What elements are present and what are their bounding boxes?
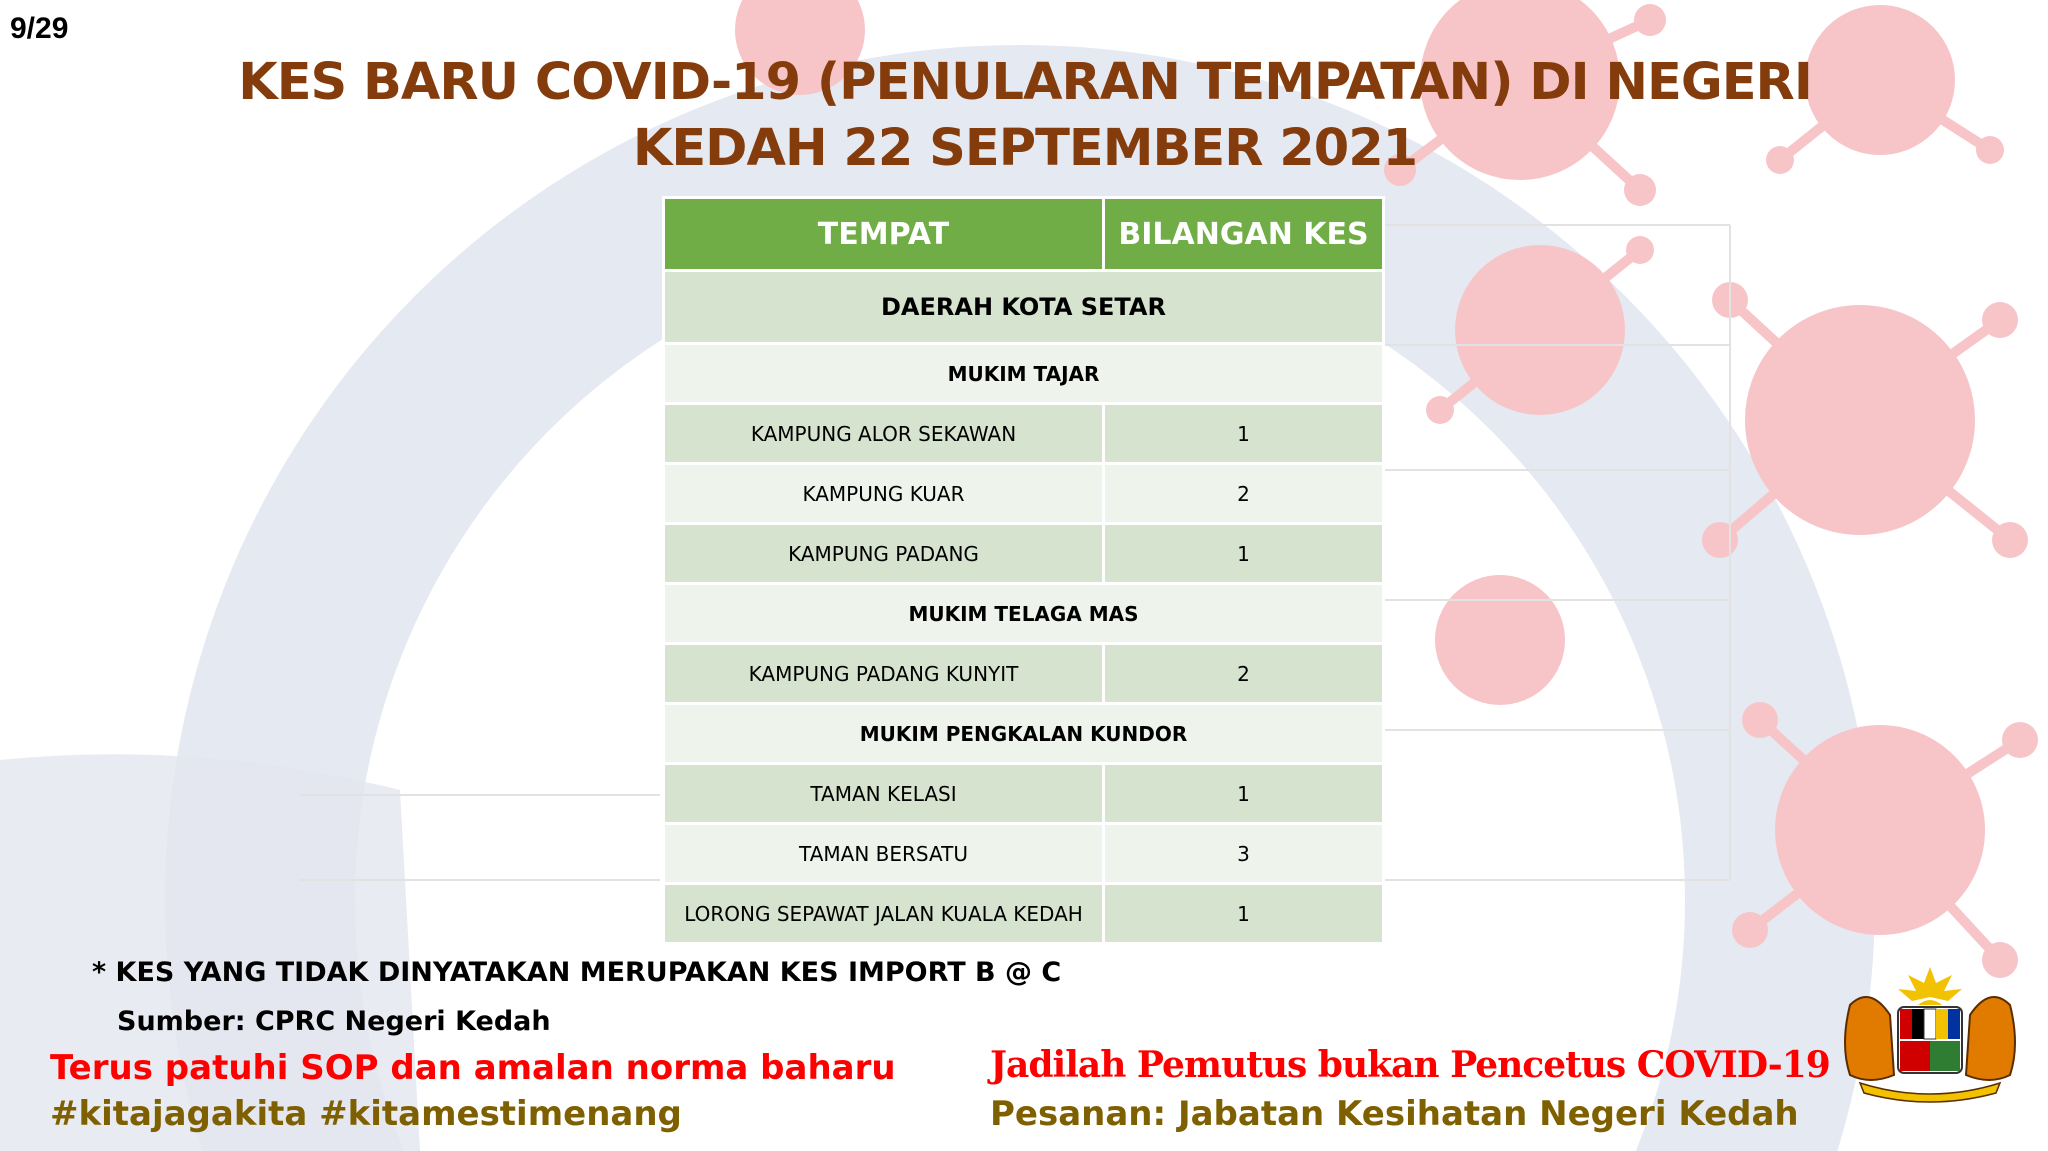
source-text: Sumber: CPRC Negeri Kedah	[117, 1006, 551, 1037]
cases-cell: 1	[1104, 764, 1384, 824]
place-cell: KAMPUNG PADANG KUNYIT	[664, 644, 1104, 704]
malaysia-coat-of-arms-icon	[1830, 965, 2030, 1105]
cases-cell: 2	[1104, 644, 1384, 704]
header-bilangan-kes: BILANGAN KES	[1104, 198, 1384, 271]
place-cell: LORONG SEPAWAT JALAN KUALA KEDAH	[664, 884, 1104, 944]
mukim-row	[664, 704, 1384, 764]
header-tempat: TEMPAT	[664, 198, 1104, 271]
footnote: * KES YANG TIDAK DINYATAKAN MERUPAKAN KES IMPORT B @ C	[92, 957, 1062, 988]
table-row	[664, 644, 1384, 704]
mukim-label: MUKIM TAJAR	[664, 344, 1384, 404]
title-line-2: KEDAH 22 SEPTEMBER 2021	[632, 119, 1418, 178]
table-row	[664, 524, 1384, 584]
table-row	[664, 404, 1384, 464]
district-label: DAERAH KOTA SETAR	[664, 271, 1384, 344]
slogan: Jadilah Pemutus bukan Pencetus COVID-19	[990, 1044, 1830, 1086]
mukim-row	[664, 344, 1384, 404]
table-row	[664, 884, 1384, 944]
place-cell: KAMPUNG PADANG	[664, 524, 1104, 584]
pesanan-text: Pesanan: Jabatan Kesihatan Negeri Kedah	[990, 1094, 1799, 1134]
cases-table	[662, 196, 1385, 945]
place-cell: TAMAN KELASI	[664, 764, 1104, 824]
cases-cell: 2	[1104, 464, 1384, 524]
table-row	[664, 824, 1384, 884]
cases-cell: 1	[1104, 404, 1384, 464]
background-swoosh	[0, 754, 420, 1151]
cases-cell: 3	[1104, 824, 1384, 884]
mukim-label: MUKIM TELAGA MAS	[664, 584, 1384, 644]
mukim-label: MUKIM PENGKALAN KUNDOR	[664, 704, 1384, 764]
page-number: 9/29	[10, 12, 69, 45]
hashtags: #kitajagakita #kitamestimenang	[50, 1094, 682, 1134]
table-row	[664, 764, 1384, 824]
sop-message: Terus patuhi SOP dan amalan norma baharu	[50, 1048, 896, 1088]
page-title	[230, 50, 1820, 182]
table-row	[664, 464, 1384, 524]
district-row	[664, 271, 1384, 344]
place-cell: KAMPUNG KUAR	[664, 464, 1104, 524]
title-line-1: KES BARU COVID-19 (PENULARAN TEMPATAN) DI NEGERI	[238, 53, 1812, 112]
cases-cell: 1	[1104, 884, 1384, 944]
table-header-row	[664, 198, 1384, 271]
place-cell: TAMAN BERSATU	[664, 824, 1104, 884]
place-cell: KAMPUNG ALOR SEKAWAN	[664, 404, 1104, 464]
mukim-row	[664, 584, 1384, 644]
cases-cell: 1	[1104, 524, 1384, 584]
